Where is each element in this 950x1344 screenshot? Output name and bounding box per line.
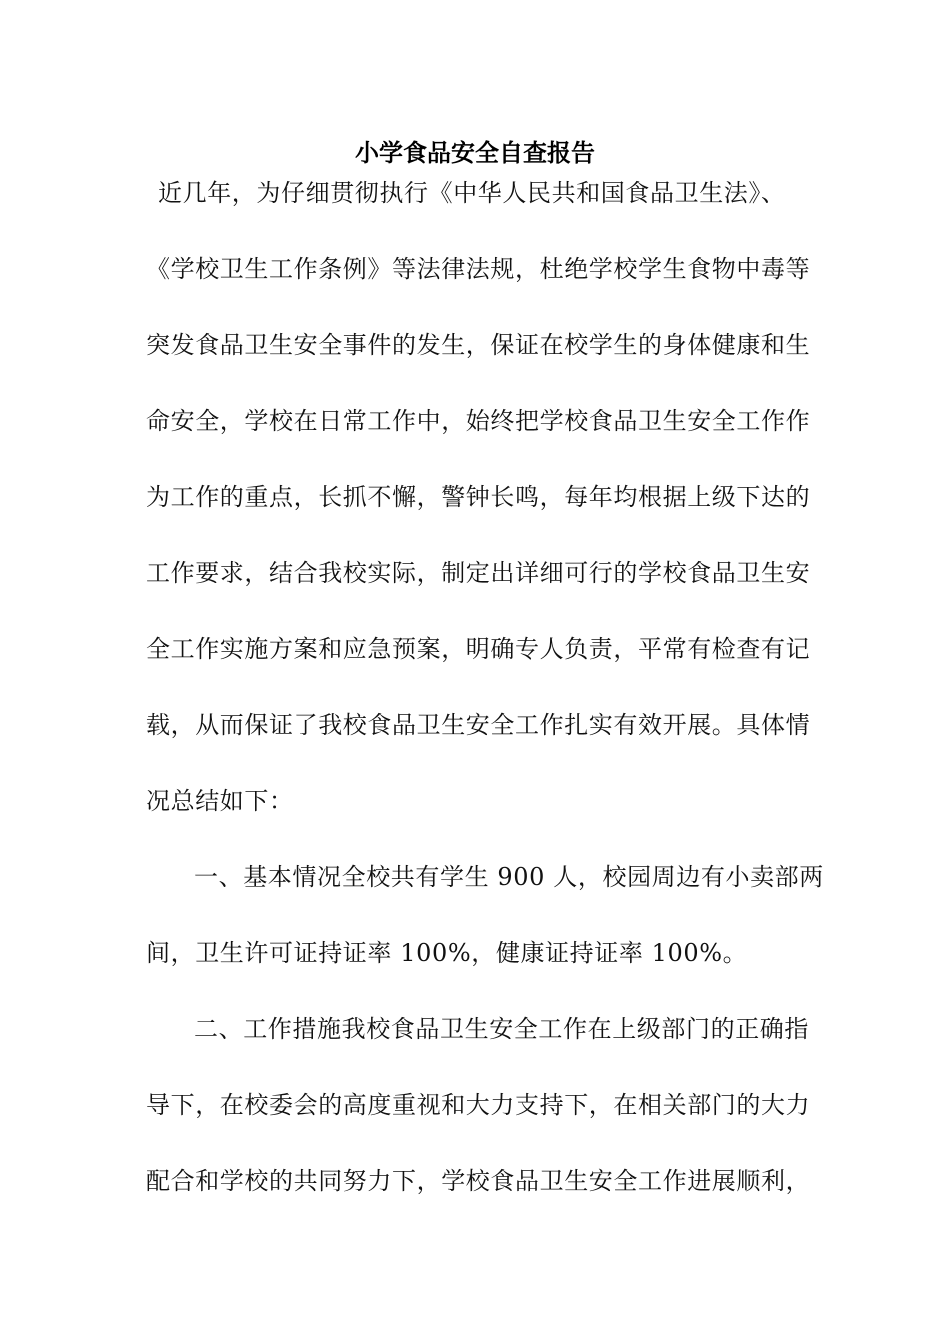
paragraph-line: 况总结如下： <box>146 787 294 815</box>
document-title: 小学食品安全自查报告 <box>355 138 595 167</box>
paragraph-line: 为工作的重点，长抓不懈，警钟长鸣，每年均根据上级下达的 <box>146 483 811 511</box>
paragraph-line: 《学校卫生工作条例》等法律法规，杜绝学校学生食物中毒等 <box>146 255 811 283</box>
paragraph-line: 突发食品卫生安全事件的发生，保证在校学生的身体健康和生 <box>146 331 811 359</box>
paragraph-line: 配合和学校的共同努力下，学校食品卫生安全工作进展顺利， <box>146 1167 811 1195</box>
paragraph-line: 一、基本情况全校共有学生 900 人，校园周边有小卖部两 <box>194 863 824 891</box>
paragraph-line: 间，卫生许可证持证率 100%，健康证持证率 100%。 <box>146 939 748 967</box>
paragraph-line: 二、工作措施我校食品卫生安全工作在上级部门的正确指 <box>194 1015 809 1043</box>
paragraph-line: 命安全，学校在日常工作中，始终把学校食品卫生安全工作作 <box>146 407 811 435</box>
document-body <box>146 177 824 1241</box>
paragraph-line: 载，从而保证了我校食品卫生安全工作扎实有效开展。具体情 <box>146 711 811 739</box>
paragraph-line: 全工作实施方案和应急预案，明确专人负责，平常有检查有记 <box>146 635 811 663</box>
paragraph-line: 近几年，为仔细贯彻执行《中华人民共和国食品卫生法》、 <box>158 179 786 207</box>
paragraph-line: 导下，在校委会的高度重视和大力支持下，在相关部门的大力 <box>146 1091 811 1119</box>
paragraph-line: 工作要求，结合我校实际，制定出详细可行的学校食品卫生安 <box>146 559 811 587</box>
